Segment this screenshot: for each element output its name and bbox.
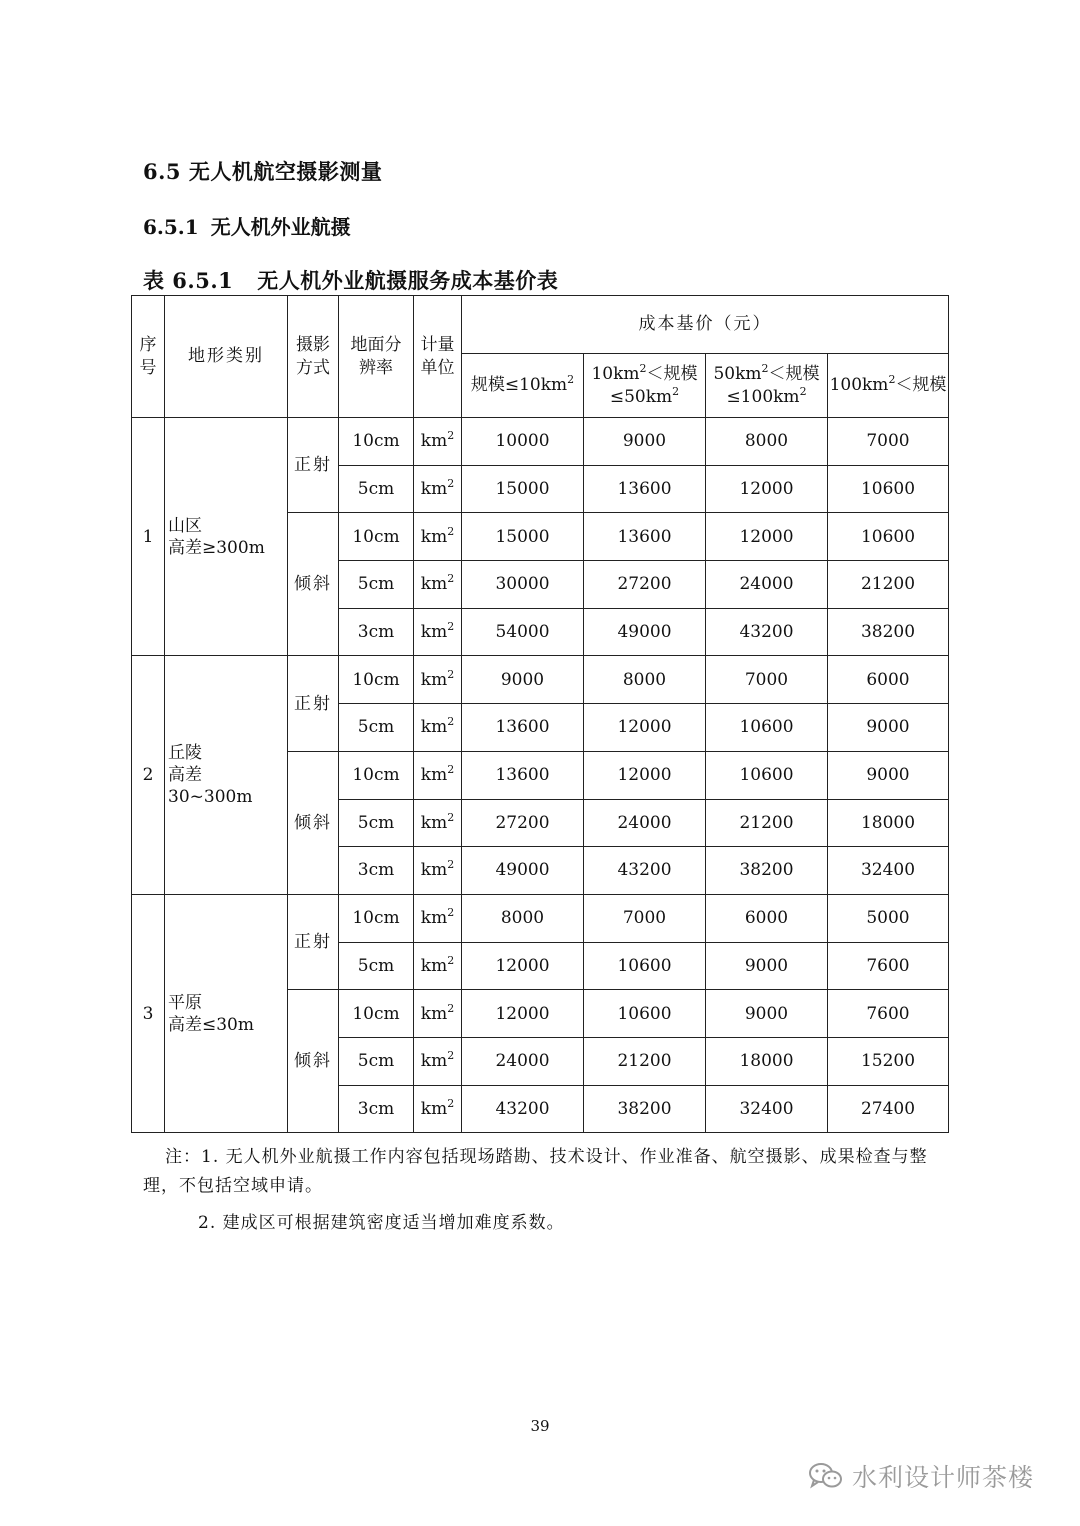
price-cell: 9000 xyxy=(584,418,706,466)
resolution-cell: 5cm xyxy=(339,465,414,513)
seq-cell: 1 xyxy=(132,418,165,656)
header-scale-1 xyxy=(462,354,584,418)
price-cell: 12000 xyxy=(706,465,828,513)
section-title: 无人机航空摄影测量 xyxy=(188,159,383,184)
wechat-icon xyxy=(808,1461,844,1491)
header-scale-3-line1: $50km^2<$规模 xyxy=(713,362,820,385)
price-cell: 7600 xyxy=(828,942,949,990)
price-cell: 54000 xyxy=(462,608,584,656)
method-cell: 倾斜 xyxy=(288,751,339,894)
header-method-text: 摄影方式 xyxy=(296,335,330,378)
resolution-cell: 10cm xyxy=(339,656,414,704)
price-cell: 10600 xyxy=(584,942,706,990)
price-cell: 49000 xyxy=(584,608,706,656)
price-cell: 10600 xyxy=(706,704,828,752)
header-terrain-text: 地形类别 xyxy=(188,346,264,367)
terrain-elevation: 高差≤30m xyxy=(168,1014,254,1035)
header-scale-3 xyxy=(706,354,828,418)
watermark xyxy=(808,1456,1058,1496)
table-label: 表 6.5.1 xyxy=(143,268,234,293)
price-cell: 10600 xyxy=(828,465,949,513)
price-cell: 15000 xyxy=(462,513,584,561)
header-scale-2-line1: $10km^2<$规模 xyxy=(591,362,698,385)
header-seq-text: 序号 xyxy=(139,335,157,378)
method-cell: 倾斜 xyxy=(288,990,339,1133)
price-cell: 43200 xyxy=(584,847,706,895)
page-number: 39 xyxy=(530,1417,550,1435)
price-cell: 27200 xyxy=(462,799,584,847)
resolution-cell: 10cm xyxy=(339,751,414,799)
price-cell: 8000 xyxy=(706,418,828,466)
unit-cell: $km^2$ xyxy=(414,894,462,942)
price-cell: 9000 xyxy=(706,990,828,1038)
unit-cell: $km^2$ xyxy=(414,847,462,895)
price-cell: 38200 xyxy=(828,608,949,656)
method-cell: 正射 xyxy=(288,418,339,513)
price-cell: 12000 xyxy=(462,990,584,1038)
header-resolution-text: 地面分辨率 xyxy=(350,335,402,378)
note-2: 2. 建成区可根据建筑密度适当增加难度系数。 xyxy=(198,1213,565,1233)
header-scale-2-line2: $\le 50km^2$ xyxy=(609,384,680,407)
header-unit-text: 计量单位 xyxy=(420,335,455,378)
terrain-cell xyxy=(165,656,288,894)
table-title: 无人机外业航摄服务成本基价表 xyxy=(257,268,559,293)
header-scale-2 xyxy=(584,354,706,418)
price-cell: 24000 xyxy=(706,561,828,609)
terrain-name: 丘陵 xyxy=(168,743,202,764)
header-scale-4 xyxy=(828,354,949,418)
header-scale-1-line1: 规模$\le 10km^2$ xyxy=(470,373,575,396)
seq-cell: 2 xyxy=(132,656,165,894)
resolution-cell: 5cm xyxy=(339,799,414,847)
note-1: 注：1. 无人机外业航摄工作内容包括现场踏勘、技术设计、作业准备、航空摄影、成果检查与整理，不包括空域申请。 xyxy=(143,1147,928,1196)
price-cell: 10600 xyxy=(828,513,949,561)
resolution-cell: 3cm xyxy=(339,608,414,656)
price-cell: 9000 xyxy=(462,656,584,704)
table-body xyxy=(132,418,949,1133)
price-cell: 49000 xyxy=(462,847,584,895)
price-cell: 10600 xyxy=(584,990,706,1038)
price-cell: 12000 xyxy=(706,513,828,561)
header-scale-3-line2: $\le 100km^2$ xyxy=(726,384,807,407)
cost-table xyxy=(131,295,949,1133)
terrain-elevation: 高差≥300m xyxy=(168,537,265,558)
price-cell: 5000 xyxy=(828,894,949,942)
subsection-title: 无人机外业航摄 xyxy=(210,215,351,239)
price-cell: 9000 xyxy=(828,751,949,799)
resolution-cell: 5cm xyxy=(339,704,414,752)
price-cell: 12000 xyxy=(462,942,584,990)
unit-cell: $km^2$ xyxy=(414,1037,462,1085)
price-cell: 7000 xyxy=(584,894,706,942)
terrain-name: 山区 xyxy=(168,515,202,536)
price-cell: 8000 xyxy=(462,894,584,942)
price-cell: 8000 xyxy=(584,656,706,704)
price-cell: 32400 xyxy=(828,847,949,895)
unit-cell: $km^2$ xyxy=(414,465,462,513)
price-cell: 10000 xyxy=(462,418,584,466)
seq-cell: 3 xyxy=(132,894,165,1132)
price-cell: 24000 xyxy=(462,1037,584,1085)
resolution-cell: 10cm xyxy=(339,894,414,942)
price-cell: 7600 xyxy=(828,990,949,1038)
section-heading xyxy=(143,156,382,186)
table-caption xyxy=(143,265,558,295)
resolution-cell: 3cm xyxy=(339,1085,414,1133)
terrain-elevation: 高差 30~300m xyxy=(168,765,253,808)
method-cell: 正射 xyxy=(288,656,339,751)
method-cell: 倾斜 xyxy=(288,513,339,656)
watermark-text: 水利设计师茶楼 xyxy=(852,1463,1035,1492)
price-cell: 24000 xyxy=(584,799,706,847)
table-row xyxy=(132,418,949,466)
resolution-cell: 10cm xyxy=(339,513,414,561)
header-method xyxy=(288,296,339,418)
terrain-name: 平原 xyxy=(168,992,202,1013)
subsection-number: 6.5.1 xyxy=(143,215,199,239)
price-cell: 43200 xyxy=(462,1085,584,1133)
price-cell: 38200 xyxy=(706,847,828,895)
unit-cell: $km^2$ xyxy=(414,942,462,990)
header-seq xyxy=(132,296,165,418)
resolution-cell: 10cm xyxy=(339,990,414,1038)
price-cell: 27200 xyxy=(584,561,706,609)
price-cell: 27400 xyxy=(828,1085,949,1133)
price-cell: 6000 xyxy=(828,656,949,704)
price-cell: 13600 xyxy=(584,465,706,513)
price-cell: 15000 xyxy=(462,465,584,513)
price-cell: 9000 xyxy=(706,942,828,990)
price-cell: 6000 xyxy=(706,894,828,942)
price-cell: 12000 xyxy=(584,751,706,799)
price-cell: 7000 xyxy=(828,418,949,466)
section-number: 6.5 xyxy=(143,159,182,184)
price-cell: 9000 xyxy=(828,704,949,752)
price-cell: 21200 xyxy=(706,799,828,847)
resolution-cell: 5cm xyxy=(339,1037,414,1085)
price-cell: 13600 xyxy=(584,513,706,561)
price-cell: 21200 xyxy=(584,1037,706,1085)
table-row xyxy=(132,894,949,942)
unit-cell: $km^2$ xyxy=(414,656,462,704)
subsection-heading xyxy=(143,211,351,240)
price-cell: 21200 xyxy=(828,561,949,609)
unit-cell: $km^2$ xyxy=(414,704,462,752)
price-cell: 43200 xyxy=(706,608,828,656)
header-resolution xyxy=(339,296,414,418)
price-cell: 13600 xyxy=(462,704,584,752)
price-cell: 18000 xyxy=(706,1037,828,1085)
table-row xyxy=(132,656,949,704)
notes xyxy=(143,1143,943,1238)
resolution-cell: 5cm xyxy=(339,942,414,990)
unit-cell: $km^2$ xyxy=(414,608,462,656)
resolution-cell: 3cm xyxy=(339,847,414,895)
price-cell: 38200 xyxy=(584,1085,706,1133)
header-scale-4-line1: $100km^2<$规模 xyxy=(829,373,947,396)
price-cell: 32400 xyxy=(706,1085,828,1133)
unit-cell: $km^2$ xyxy=(414,561,462,609)
unit-cell: $km^2$ xyxy=(414,990,462,1038)
unit-cell: $km^2$ xyxy=(414,513,462,561)
unit-cell: $km^2$ xyxy=(414,418,462,466)
header-unit xyxy=(414,296,462,418)
price-cell: 30000 xyxy=(462,561,584,609)
price-cell: 7000 xyxy=(706,656,828,704)
price-cell: 13600 xyxy=(462,751,584,799)
terrain-cell xyxy=(165,894,288,1132)
resolution-cell: 10cm xyxy=(339,418,414,466)
resolution-cell: 5cm xyxy=(339,561,414,609)
header-terrain xyxy=(165,296,288,418)
price-cell: 10600 xyxy=(706,751,828,799)
unit-cell: $km^2$ xyxy=(414,1085,462,1133)
terrain-cell xyxy=(165,418,288,656)
header-cost-group-text: 成本基价（元） xyxy=(638,314,772,335)
unit-cell: $km^2$ xyxy=(414,799,462,847)
price-cell: 12000 xyxy=(584,704,706,752)
header-cost-group xyxy=(462,296,949,354)
price-cell: 15200 xyxy=(828,1037,949,1085)
method-cell: 正射 xyxy=(288,894,339,989)
unit-cell: $km^2$ xyxy=(414,751,462,799)
price-cell: 18000 xyxy=(828,799,949,847)
